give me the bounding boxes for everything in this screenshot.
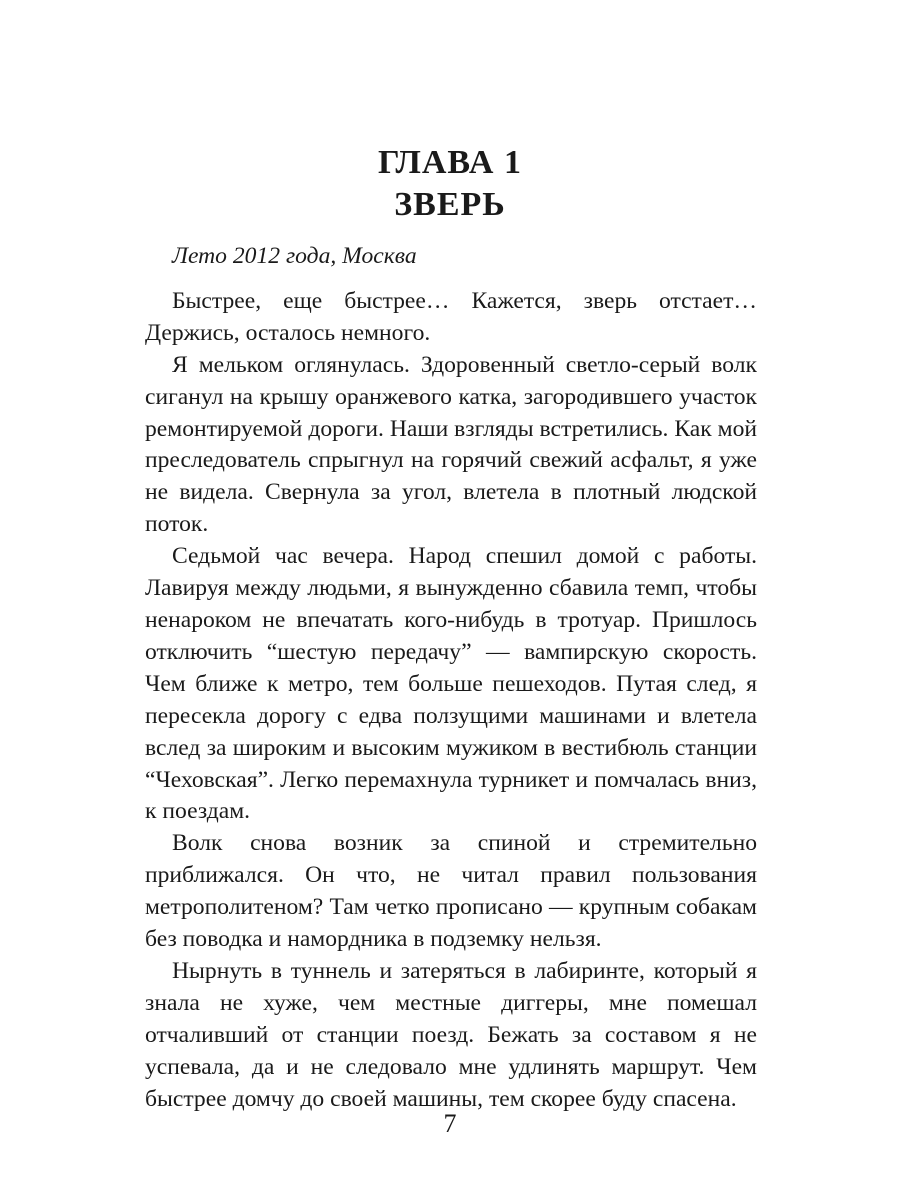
chapter-title: ЗВЕРЬ: [394, 186, 506, 223]
paragraph-4: Волк снова возник за спиной и стремительно приближался. Он что, не читал правил пользования метрополитеном? Там четко прописано — крупным собакам без поводка и намордника в подземку нельзя.: [145, 830, 757, 953]
chapter-number: ГЛАВА 1: [378, 144, 522, 181]
chapter-body: [145, 241, 757, 1115]
paragraph-5: Нырнуть в туннель и затеряться в лабиринте, который я знала не хуже, чем местные диггеры, мне помешал отчаливший от станции поезд. Бежать за составом я не успевала, да и не следовало мне удлинять маршрут. Чем быстрее домчу до своей машины, тем скорее буду спасена.: [145, 957, 757, 1112]
paragraph-3: Седьмой час вечера. Народ спешил домой с работы. Лавируя между людьми, я вынужденно сбавила темп, чтобы ненароком не впечатать кого-нибудь в тротуар. Пришлось отключить “шестую передачу” — вампирскую скорость. Чем ближе к метро, тем больше пешеходов. Путая след, я пересекла дорогу с едва ползущими машинами и влетела вслед за широким и высоким мужиком в вестибюль станции “Чеховская”. Легко перемахнула турникет и помчалась вниз, к поездам.: [145, 543, 757, 825]
epigraph: Лето 2012 года, Москва: [172, 243, 417, 269]
paragraph-2: Я мельком оглянулась. Здоровенный светло-серый волк сиганул на крышу оранжевого катка, загородившего участок ремонтируемой дороги. Наши взгляды встретились. Как мой преследователь спрыгнул на горячий свежий асфальт, я уже не видела. Свернула за угол, влетела в плотный людской поток.: [145, 351, 757, 538]
page-number: 7: [443, 1109, 457, 1138]
paragraph-1: Быстрее, еще быстрее… Кажется, зверь отстает… Держись, осталось немного.: [145, 287, 757, 346]
